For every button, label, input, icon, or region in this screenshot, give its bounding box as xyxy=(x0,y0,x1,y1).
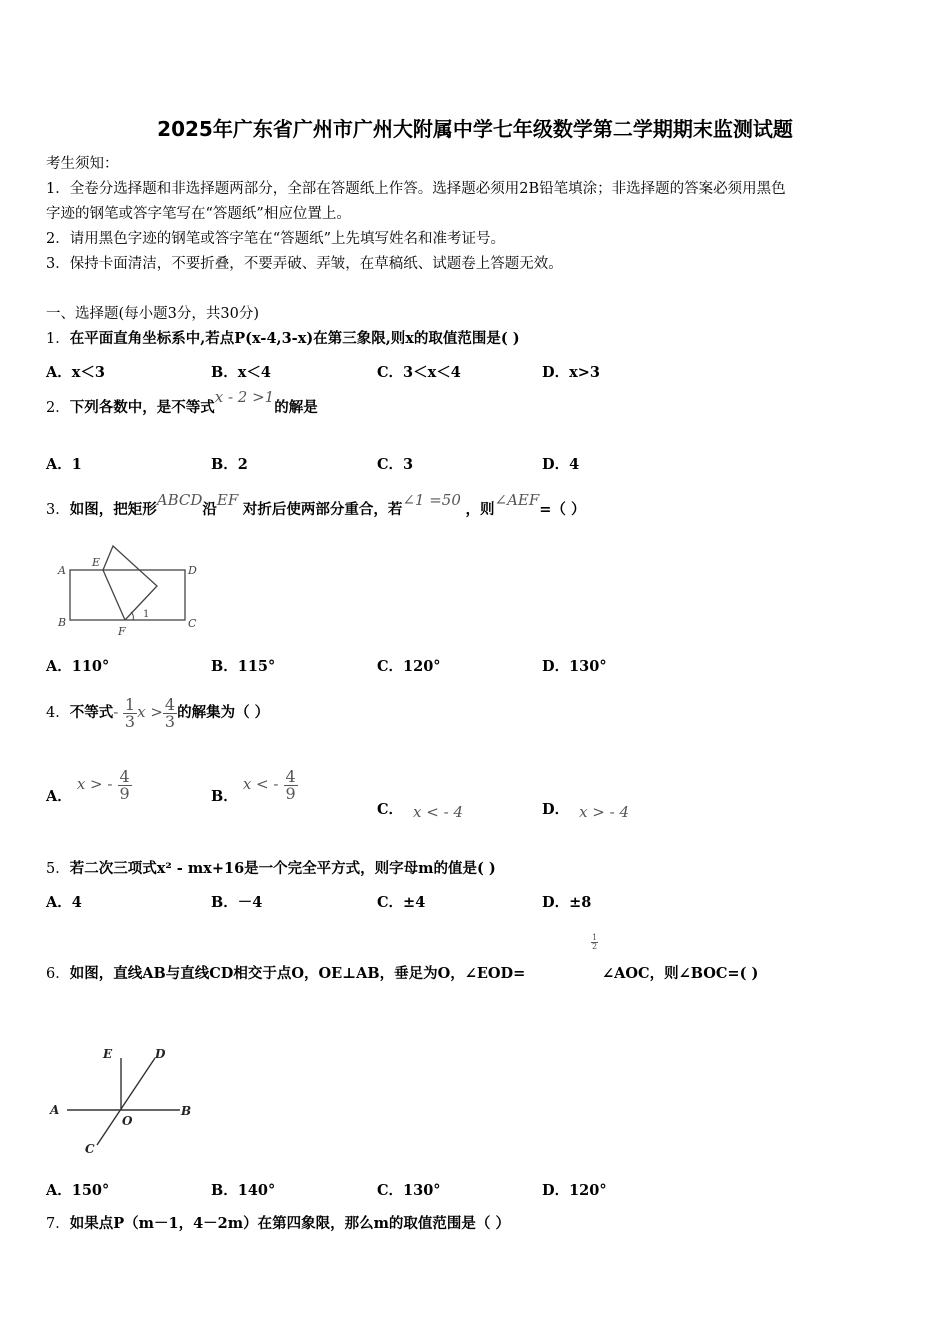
denominator: 3 xyxy=(124,711,136,731)
question-text-pre: 不等式 xyxy=(69,704,114,721)
notice-item-2: 2．请用黑色字迹的钢笔或答字笔在“答题纸”上先填写姓名和准考证号。 xyxy=(46,231,506,247)
line-cd xyxy=(97,1058,155,1145)
question-2 xyxy=(46,388,318,417)
label-e: E xyxy=(103,1047,113,1061)
fold-line-ef xyxy=(103,570,125,620)
q3-option-c[interactable]: C．120° xyxy=(377,658,441,675)
q5-option-d[interactable]: D．±8 xyxy=(542,894,592,911)
question-number: 2． xyxy=(46,400,70,416)
q1-option-a[interactable]: A．x＜3 xyxy=(46,364,105,381)
question-7 xyxy=(46,1212,510,1233)
label-d: D xyxy=(155,1047,166,1061)
question-1 xyxy=(46,327,520,348)
question-text-mid2: 对折后使两部分重合，若 xyxy=(242,501,403,518)
fraction-one-third xyxy=(123,694,137,731)
question-6 xyxy=(46,962,525,983)
label-b: B xyxy=(58,616,67,629)
label-o: O xyxy=(122,1114,133,1128)
denominator: 9 xyxy=(285,783,296,803)
question-number: 7． xyxy=(46,1216,70,1232)
numerator: 4 xyxy=(285,766,296,786)
label-b: B xyxy=(181,1104,192,1118)
option-expression: x > - 4 xyxy=(579,803,630,821)
option-label: B． xyxy=(211,788,238,805)
q2-option-b[interactable]: B．2 xyxy=(211,456,248,473)
question-text: 若二次三项式x² - mx+16是一个完全平方式，则字母m的值是( ) xyxy=(69,860,496,877)
option-expression: x > - xyxy=(76,775,113,793)
option-expression: x < - xyxy=(242,775,279,793)
question-3 xyxy=(46,491,586,519)
notice-item-1: 1．全卷分选择题和非选择题两部分，全部在答题纸上作答。选择题必须用2B铅笔填涂；非选择题的答案必须用黑色 xyxy=(46,181,786,197)
notice-heading: 考生须知： xyxy=(46,156,119,172)
q2-option-c[interactable]: C．3 xyxy=(377,456,414,473)
inequality-expression: x - 2 >1 xyxy=(214,388,275,406)
numerator: 4 xyxy=(119,766,130,786)
q1-option-b[interactable]: B．x＜4 xyxy=(211,364,271,381)
q5-option-b[interactable]: B．－4 xyxy=(211,894,263,911)
option-label: D． xyxy=(542,801,570,818)
question-number: 3． xyxy=(46,502,70,518)
question-text-pre: 下列各数中，是不等式 xyxy=(69,399,215,416)
rectangle-abcd xyxy=(70,570,185,620)
section-heading: 一、选择题(每小题3分，共30分) xyxy=(46,306,259,322)
q5-option-a[interactable]: A．4 xyxy=(46,894,82,911)
label-c: C xyxy=(85,1142,95,1156)
rect-name: ABCD xyxy=(156,491,203,509)
denominator: 3 xyxy=(164,711,176,731)
angle-1: ∠1 =50 xyxy=(402,491,461,509)
option-expression: x < - 4 xyxy=(413,803,463,821)
question-text-post: =（ ） xyxy=(539,501,586,518)
question-text: 在平面直角坐标系中,若点P(x-4,3-x)在第三象限,则x的取值范围是( ) xyxy=(69,330,520,347)
question-text-post: 的解集为（ ） xyxy=(177,704,270,721)
label-angle-1: 1 xyxy=(143,609,150,620)
fraction-four-thirds xyxy=(163,694,177,731)
label-a: A xyxy=(50,1103,60,1117)
question-text-mid3: ，则 xyxy=(465,501,495,518)
label-c: C xyxy=(188,617,197,630)
q3-option-b[interactable]: B．115° xyxy=(211,658,276,675)
q1-option-c[interactable]: C．3＜x＜4 xyxy=(377,364,461,381)
denominator: 9 xyxy=(119,783,130,803)
fraction-four-ninths xyxy=(284,766,298,803)
rectangle-fold-figure xyxy=(55,540,205,640)
question-text-mid: 沿 xyxy=(202,501,217,518)
minus-sign: - xyxy=(113,703,119,721)
q3-option-a[interactable]: A．110° xyxy=(46,658,110,675)
variable-x: x > xyxy=(137,703,163,721)
question-5 xyxy=(46,857,496,878)
numerator: 1 xyxy=(124,694,136,714)
question-number: 5． xyxy=(46,861,70,877)
q2-option-d[interactable]: D．4 xyxy=(542,456,580,473)
notice-item-3: 3．保持卡面清洁，不要折叠，不要弄破、弄皱，在草稿纸、试题卷上答题无效。 xyxy=(46,256,563,272)
question-text-post: 的解是 xyxy=(274,399,318,416)
question-number: 1． xyxy=(46,331,70,347)
question-text-pre: 如图，直线AB与直线CD相交于点O，OE⊥AB，垂足为O，∠EOD= xyxy=(69,965,526,982)
q4-option-a[interactable] xyxy=(46,766,132,819)
numerator: 4 xyxy=(164,694,176,714)
q6-option-c[interactable]: C．130° xyxy=(377,1182,441,1199)
option-label: A． xyxy=(46,788,72,805)
q6-option-a[interactable]: A．150° xyxy=(46,1182,110,1199)
intersecting-lines-figure xyxy=(45,1040,205,1165)
question-text-post: ∠AOC，则∠BOC=( ) xyxy=(602,965,759,982)
angle-aef: ∠AEF xyxy=(494,491,540,509)
denominator: 2 xyxy=(592,942,598,951)
q6-option-b[interactable]: B．140° xyxy=(211,1182,276,1199)
question-text-pre: 如图，把矩形 xyxy=(69,501,157,518)
q2-option-a[interactable]: A．1 xyxy=(46,456,82,473)
label-f: F xyxy=(118,625,126,638)
question-number: 6． xyxy=(46,966,70,982)
numerator: 1 xyxy=(592,933,598,942)
label-e: E xyxy=(92,556,101,569)
q4-option-c[interactable] xyxy=(377,798,463,819)
page-title: 2025年广东省广州市广州大附属中学七年级数学第二学期期末监测试题 xyxy=(157,117,793,141)
label-d: D xyxy=(188,564,197,577)
q4-option-b[interactable] xyxy=(211,766,298,819)
notice-item-1-cont: 字迹的钢笔或答字笔写在“答题纸”相应位置上。 xyxy=(46,206,351,222)
question-4 xyxy=(46,690,269,735)
fold-line: EF xyxy=(216,491,239,509)
fraction-four-ninths xyxy=(118,766,132,803)
question-text: 如果点P（m－1，4－2m）在第四象限，那么m的取值范围是（ ） xyxy=(69,1215,510,1232)
label-a: A xyxy=(58,564,66,577)
fraction-one-half xyxy=(591,934,598,951)
question-number: 4． xyxy=(46,705,70,721)
q3-option-d[interactable]: D．130° xyxy=(542,658,607,675)
q5-option-c[interactable]: C．±4 xyxy=(377,894,426,911)
q6-option-d[interactable]: D．120° xyxy=(542,1182,607,1199)
option-label: C． xyxy=(377,801,404,818)
q1-option-d[interactable]: D．x>3 xyxy=(542,364,600,381)
q4-option-d[interactable] xyxy=(542,798,629,819)
